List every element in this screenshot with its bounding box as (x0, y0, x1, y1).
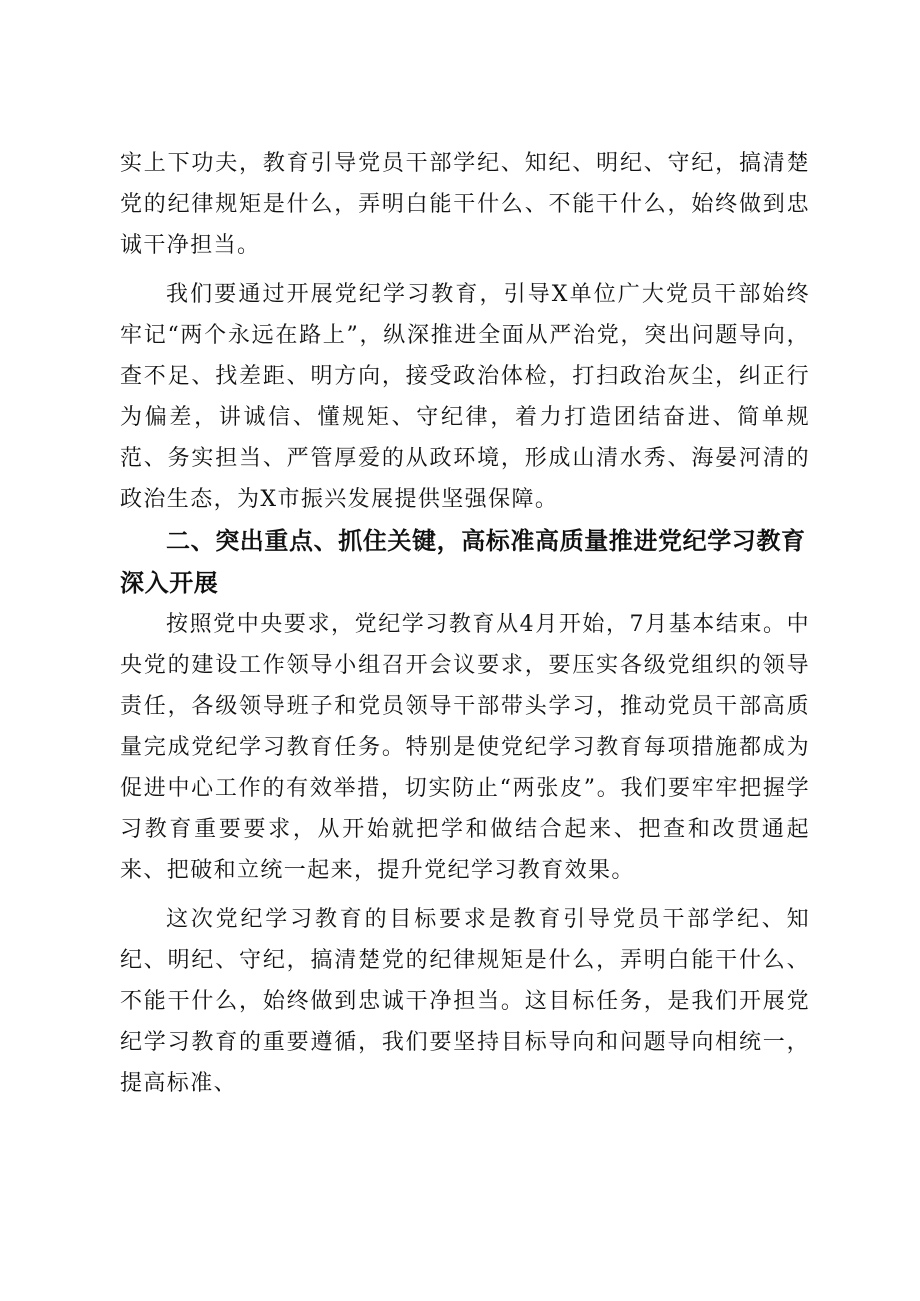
document-body (120, 143, 810, 1104)
section-heading: 二、突出重点、抓住关键，高标准高质量推进党纪学习教育深入开展 (120, 527, 806, 597)
paragraph: 这次党纪学习教育的目标要求是教育引导党员干部学纪、知纪、明纪、守纪，搞清楚党的纪律规矩是什么，弄明白能干什么、不能干什么，始终做到忠诚干净担当。这目标任务，是我们开展党纪学习教育的重要遵循，我们要坚持目标导向和问题导向相统一，提高标准、 (120, 907, 810, 1096)
paragraph: 按照党中央要求，党纪学习教育从4月开始，7月基本结束。中央党的建设工作领导小组召开会议要求，要压实各级党组织的领导责任，各级领导班子和党员领导干部带头学习，推动党员干部高质量完成党纪学习教育任务。特别是使党纪学习教育每项措施都成为促进中心工作的有效举措，切实防止“两张皮”。我们要牢牢把握学习教育重要要求，从开始就把学和做结合起来、把查和改贯通起来、把破和立统一起来，提升党纪学习教育效果。 (120, 612, 810, 883)
paragraph-continued: 实上下功夫，教育引导党员干部学纪、知纪、明纪、守纪，搞清楚党的纪律规矩是什么，弄明白能干什么、不能干什么，始终做到忠诚干净担当。 (120, 151, 810, 258)
paragraph: 我们要通过开展党纪学习教育，引导X单位广大党员干部始终牢记“两个永远在路上”，纵深推进全面从严治党，突出问题导向，查不足、找差距、明方向，接受政治体检，打扫政治灰尘，纠正行为偏差，讲诚信、懂规矩、守纪律，着力打造团结奋进、简单规范、务实担当、严管厚爱的从政环境，形成山清水秀、海晏河清的政治生态，为X市振兴发展提供坚强保障。 (120, 282, 810, 512)
